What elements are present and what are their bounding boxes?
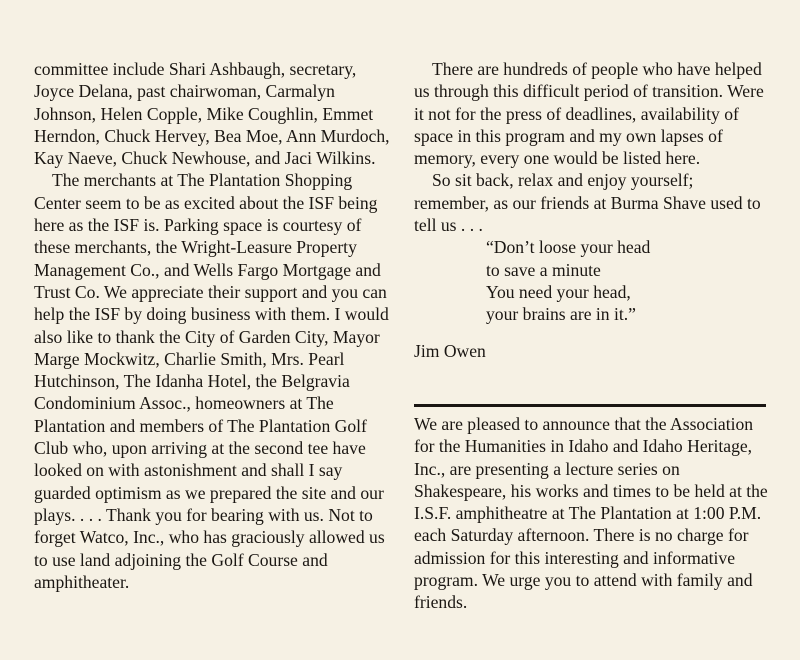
verse-line: to save a minute [486,259,601,280]
lecture-announcement: We are pleased to announce that the Association for the Humanities in Idaho and Idaho Heritage, Inc., are presenting a lecture series on Shakespeare, his works and times to be held at the I.S.F. amphitheatre at The Plantation at 1:00 P.M. each Saturday afternoon. There is no charge for admission for this interesting and informative program. We urge you to attend with family and friends. [414,414,768,613]
relax-paragraph: So sit back, relax and enjoy yourself; remember, as our friends at Burma Shave used to tell us . . . [414,170,761,236]
verse-line: your brains are in it.” [486,304,636,325]
section-divider [414,404,766,407]
thanks-paragraph: There are hundreds of people who have helped us through this difficult period of transition. Were it not for the press of deadlines, availability of space in this program and my own lapses of memory, every one would be listed here. [414,59,764,169]
verse-line: You need your head, [486,281,631,302]
right-column [414,58,770,362]
committee-paragraph: committee include Shari Ashbaugh, secretary, Joyce Delana, past chairwoman, Carmalyn Johnson, Helen Copple, Mike Coughlin, Emmet Herndon, Chuck Hervey, Bea Moe, Ann Murdoch, Kay Naeve, Chuck Newhouse, and Jaci Wilkins. [34,59,390,169]
verse-line: “Don’t loose your head [486,237,651,258]
signature: Jim Owen [414,340,486,361]
merchants-paragraph: The merchants at The Plantation Shopping Center seem to be as excited about the ISF being here as the ISF is. Parking space is courtesy of these merchants, the Wright-Leasure Property Management Co., and Wells Fargo Mortgage and Trust Co. We appreciate their support and you can help the ISF by doing business with them. I would also like to thank the City of Garden City, Mayor Marge Mockwitz, Charlie Smith, Mrs. Pearl Hutchinson, The Idanha Hotel, the Belgravia Condominium Assoc., homeowners at The Plantation and members of The Plantation Golf Club who, upon arriving at the second tee have looked on with astonishment and shall I say guarded optimism as we prepared the site and our plays. . . . Thank you for bearing with us. Not to forget Watco, Inc., who has graciously allowed us to use land adjoining the Golf Course and amphitheater. [34,170,389,592]
left-column [34,58,390,593]
burma-shave-verse [486,236,770,325]
